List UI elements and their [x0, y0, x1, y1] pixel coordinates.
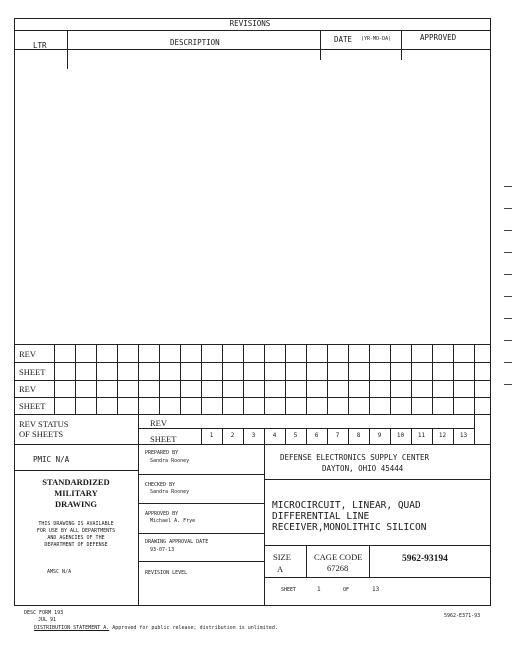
rev-grid-col [432, 344, 433, 414]
col-ltr-header: LTR [33, 41, 47, 50]
sheet-number: 6 [314, 432, 319, 439]
rev-grid-label: REV [19, 349, 36, 359]
smd-title: MILITARY [54, 488, 98, 498]
part-description: DIFFERENTIAL LINE [272, 511, 370, 522]
signature-rule [138, 503, 264, 504]
size-divider [306, 545, 307, 577]
rev-grid-col [348, 344, 349, 414]
agency-rule [264, 479, 491, 480]
prepared-by-label: PREPARED BY [145, 450, 179, 456]
smd-title: STANDARDIZED [42, 477, 110, 487]
checked-by-name: Sandra Rooney [150, 489, 190, 495]
rev-grid-rule [14, 397, 491, 398]
col-date-format: (YR-MO-DA) [361, 36, 392, 42]
availability-note: THIS DRAWING IS AVAILABLE [38, 521, 114, 527]
rev-status-right [474, 414, 475, 444]
rev-grid-rule [14, 362, 491, 363]
sheet-number: 2 [230, 432, 235, 439]
sheet-number: 13 [459, 432, 468, 439]
approval-date-value: 93-07-13 [150, 547, 175, 553]
sheet-number: 1 [209, 432, 214, 439]
rev-grid-rule [14, 344, 491, 345]
sheet-number: 4 [272, 432, 277, 439]
edge-tick [504, 318, 512, 319]
cage-code-label: CAGE CODE [314, 552, 363, 562]
rev-grid-col [222, 344, 223, 414]
approved-by-label: APPROVED BY [145, 511, 179, 517]
rev-grid-col [306, 344, 307, 414]
sheet-number: 11 [417, 432, 426, 439]
rev-grid-col [75, 344, 76, 414]
revisions-header-rule [14, 49, 491, 50]
rev-grid-col [264, 344, 265, 414]
smd-title: DRAWING [54, 499, 98, 509]
rev-grid-col [411, 344, 412, 414]
title-block-top-rule [14, 444, 491, 445]
revisions-col-divider [67, 30, 68, 69]
availability-note: DEPARTMENT OF DEFENSE [44, 542, 108, 548]
form-number: DESC FORM 193 [24, 610, 64, 616]
pmic-label: PMIC N/A [33, 455, 70, 464]
availability-note: FOR USE BY ALL DEPARTMENTS [36, 528, 116, 534]
col-description-header: DESCRIPTION [170, 38, 220, 47]
rev-grid-col [54, 344, 55, 414]
rev-grid-col [159, 344, 160, 414]
revisions-title: REVISIONS [229, 19, 271, 28]
part-description: MICROCIRCUIT, LINEAR, QUAD [272, 500, 421, 511]
cage-code-value: 67268 [327, 563, 349, 573]
checked-by-label: CHECKED BY [145, 482, 176, 488]
rev-grid-col [369, 344, 370, 414]
edge-tick [504, 362, 512, 363]
agency-address: DAYTON, OHIO 45444 [322, 464, 404, 473]
sheet-number: 12 [438, 432, 447, 439]
col-approved-header: APPROVED [420, 33, 457, 42]
size-row-rule [264, 577, 491, 578]
rev-grid-col [390, 344, 391, 414]
availability-note: AND AGENCIES OF THE [47, 535, 105, 541]
distribution-label: DISTRIBUTION STATEMENT A. [34, 625, 110, 631]
form-date: JUL 91 [38, 617, 57, 623]
size-value: A [277, 564, 284, 574]
signature-rule [138, 533, 264, 534]
rev-grid-rule [14, 414, 491, 415]
approved-by-name: Michael A. Frye [150, 518, 196, 524]
rev-grid-col [285, 344, 286, 414]
sheet-total-value: 13 [372, 586, 380, 593]
rev-grid-label: SHEET [19, 367, 46, 377]
size-label: SIZE [273, 552, 291, 562]
rev-grid-rule [14, 380, 491, 381]
approval-date-label: DRAWING APPROVAL DATE [145, 539, 209, 545]
sheet-number: 5 [293, 432, 298, 439]
prepared-by-name: Sandra Rooney [150, 458, 190, 464]
sheet-number: 9 [377, 432, 382, 439]
edge-tick [504, 340, 512, 341]
document-number: 5962-93194 [402, 554, 448, 564]
signature-rule [138, 561, 264, 562]
rev-status-rev-label: REV [150, 418, 167, 428]
rev-grid-col [180, 344, 181, 414]
revisions-col-divider [401, 30, 402, 60]
cage-divider [369, 545, 370, 577]
rev-grid-col [453, 344, 454, 414]
drawing-frame [14, 18, 491, 606]
col-date-header: DATE [334, 35, 353, 44]
distribution-text: Approved for public release; distribution is unlimited. [109, 625, 278, 631]
rev-grid-col [201, 344, 202, 414]
rev-status-divider [138, 414, 139, 444]
revisions-col-divider [320, 30, 321, 60]
rev-grid-col [243, 344, 244, 414]
rev-grid-label: REV [19, 384, 36, 394]
sheet-label: SHEET [281, 587, 297, 593]
sheet-number-value: 1 [317, 586, 321, 593]
sheet-number: 8 [356, 432, 361, 439]
reference-code: 5962-E371-93 [444, 613, 481, 619]
sheet-of-label: OF [343, 587, 350, 593]
description-rule [264, 545, 491, 546]
rev-grid-col [117, 344, 118, 414]
edge-tick [504, 230, 512, 231]
part-description: RECEIVER,MONOLITHIC SILICON [272, 522, 427, 533]
rev-grid-label: SHEET [19, 401, 46, 411]
revisions-title-rule [14, 30, 491, 31]
rev-status-label: REV STATUS [19, 419, 69, 429]
agency-name: DEFENSE ELECTRONICS SUPPLY CENTER [280, 453, 430, 462]
rev-status-label: OF SHEETS [19, 429, 64, 439]
distribution-statement [34, 626, 278, 631]
rev-grid-col [138, 344, 139, 414]
signature-column-divider [264, 444, 265, 606]
left-block-divider [138, 444, 139, 606]
rev-grid-col [96, 344, 97, 414]
sheet-number: 7 [335, 432, 340, 439]
edge-tick [504, 208, 512, 209]
rev-status-sheet-label: SHEET [150, 434, 177, 444]
rev-grid-col [474, 344, 475, 414]
edge-tick [504, 186, 512, 187]
edge-tick [504, 274, 512, 275]
edge-tick [504, 384, 512, 385]
sheet-number: 3 [251, 432, 256, 439]
signature-rule [138, 474, 264, 475]
sheet-number: 10 [396, 432, 405, 439]
amsc-label: AMSC N/A [47, 569, 72, 575]
edge-tick [504, 296, 512, 297]
edge-tick [504, 252, 512, 253]
rev-grid-col [327, 344, 328, 414]
revision-level-label: REVISION LEVEL [145, 570, 188, 576]
pmic-rule [14, 470, 138, 471]
